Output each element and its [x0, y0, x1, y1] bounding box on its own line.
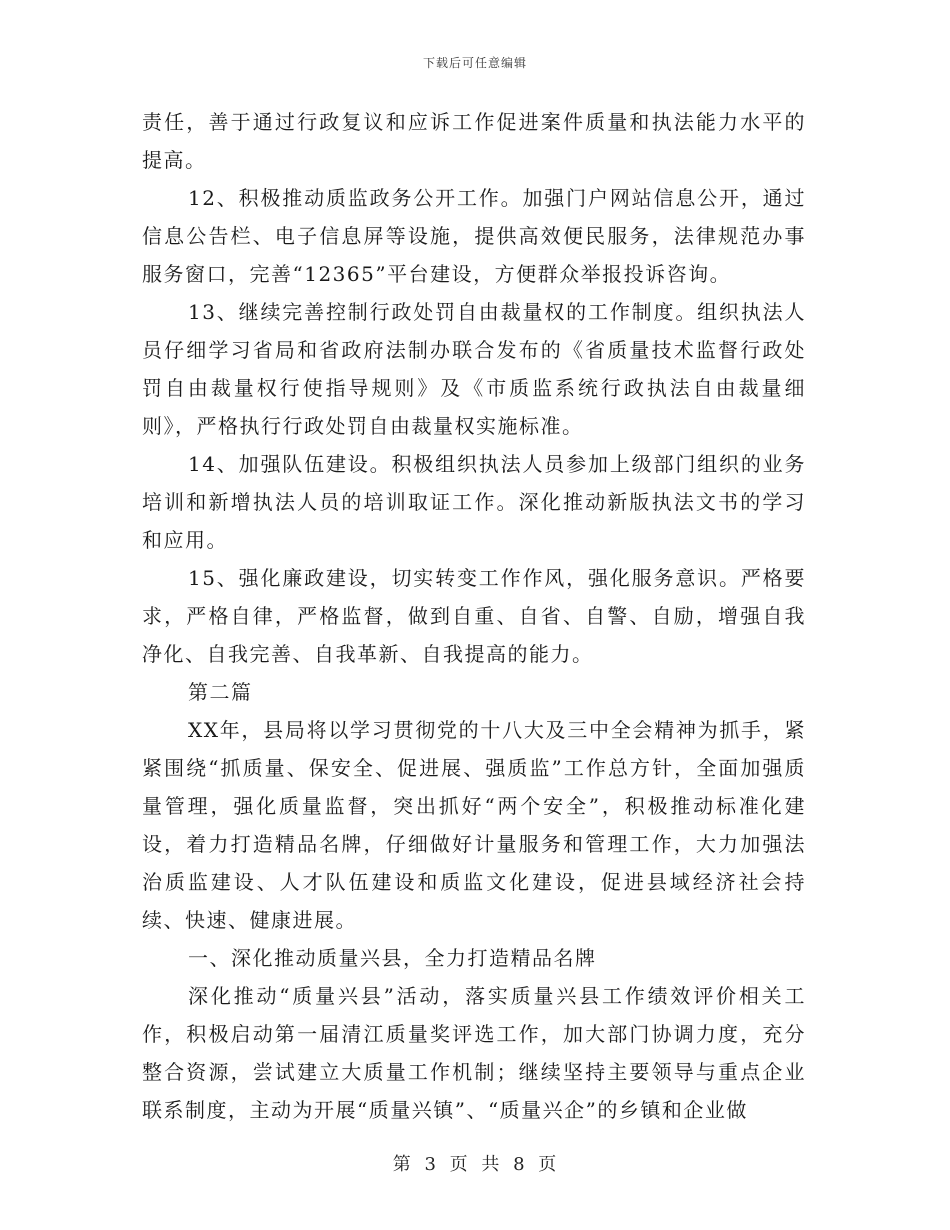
paragraph: 15、强化廉政建设，切实转变工作作风，强化服务意识。严格要求，严格自律，严格监督，做到自重、自省、自警、自励，增强自我净化、自我完善、自我革新、自我提高的能力。	[142, 566, 806, 666]
page-header: 下载后可任意编辑	[422, 56, 527, 70]
paragraph: 责任，善于通过行政复议和应诉工作促进案件质量和执法能力水平的提高。	[142, 110, 806, 172]
document-body	[142, 103, 806, 1129]
paragraph: 13、继续完善控制行政处罚自由裁量权的工作制度。组织执法人员仔细学习省局和省政府法制办联合发布的《省质量技术监督行政处罚自由裁量权行使指导规则》及《市质监系统行政执法自由裁量细则》，严格执行行政处罚自由裁量权实施标准。	[142, 300, 806, 438]
paragraph: 深化推动“质量兴县”活动，落实质量兴县工作绩效评价相关工作，积极启动第一届清江质量奖评选工作，加大部门协调力度，充分整合资源，尝试建立大质量工作机制；继续坚持主要领导与重点企业联系制度，主动为开展“质量兴镇”、“质量兴企”的乡镇和企业做	[142, 984, 806, 1122]
paragraph: 12、积极推动质监政务公开工作。加强门户网站信息公开，通过信息公告栏、电子信息屏等设施，提供高效便民服务，法律规范办事服务窗口，完善“12365”平台建设，方便群众举报投诉咨询。	[142, 186, 806, 286]
section-heading: 一、深化推动质量兴县，全力打造精品名牌	[188, 946, 597, 970]
paragraph: 14、加强队伍建设。积极组织执法人员参加上级部门组织的业务培训和新增执法人员的培训取证工作。深化推动新版执法文书的学习和应用。	[142, 452, 806, 552]
paragraph: XX年，县局将以学习贯彻党的十八大及三中全会精神为抓手，紧紧围绕“抓质量、保安全、促进展、强质监”工作总方针，全面加强质量管理，强化质量监督，突出抓好“两个安全”，积极推动标准化建设，着力打造精品名牌，仔细做好计量服务和管理工作，大力加强法治质监建设、人才队伍建设和质监文化建设，促进县域经济社会持续、快速、健康进展。	[142, 718, 806, 932]
page-number: 第 3 页 共 8 页	[392, 1154, 558, 1175]
section-heading: 第二篇	[188, 680, 253, 704]
